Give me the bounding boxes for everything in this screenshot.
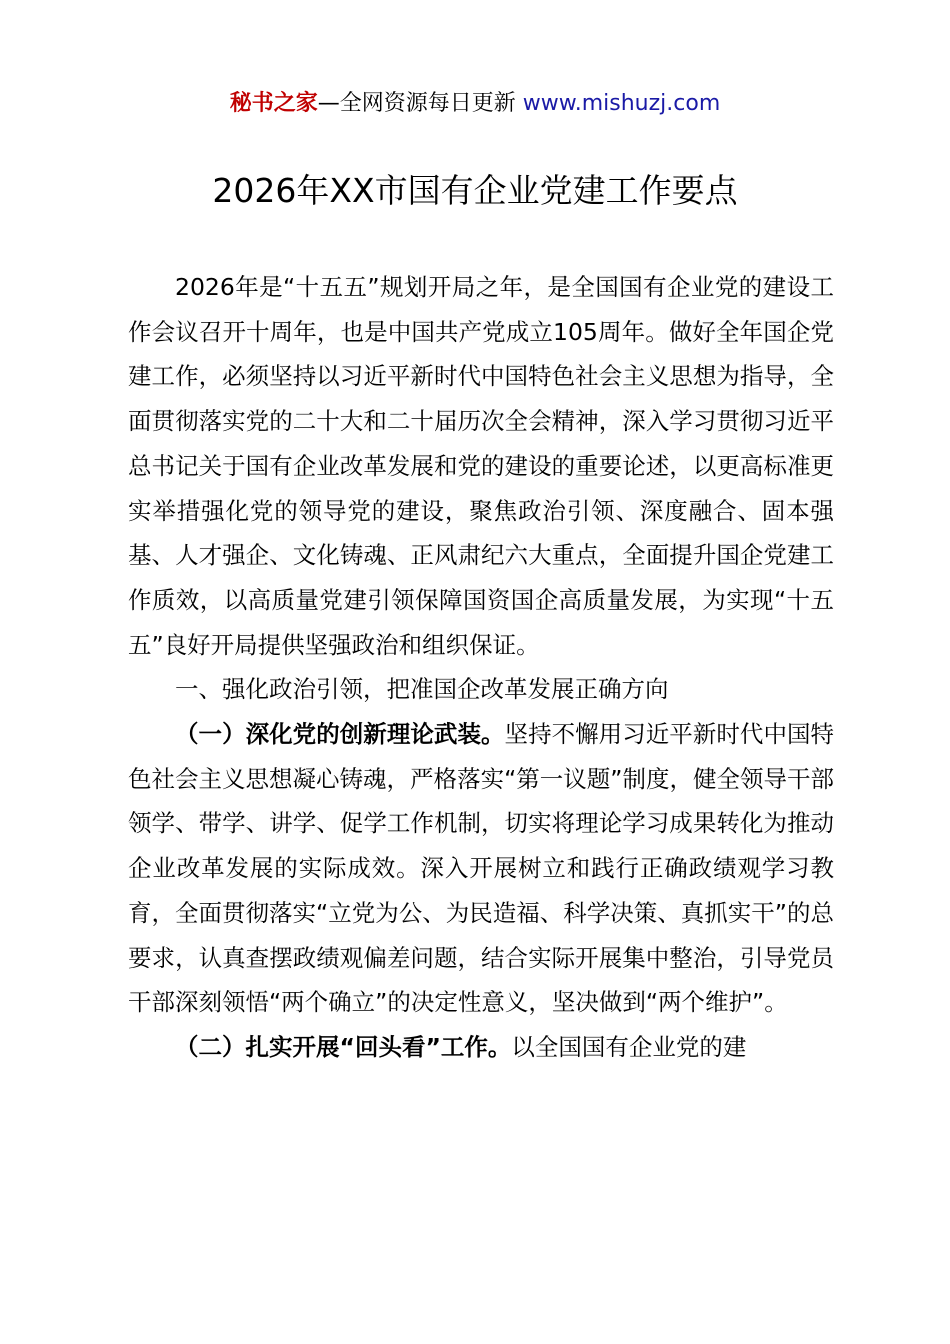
item-paragraph-2 [128,1025,834,1070]
document-title: 2026年XX市国有企业党建工作要点 [212,171,738,210]
item-paragraph-1 [128,712,834,1025]
site-url[interactable]: www.mishuzj.com [522,91,721,116]
section-heading-1: 一、强化政治引领，把准国企改革发展正确方向 [175,675,669,704]
item-heading-1: （一）深化党的创新理论武装。 [175,720,505,749]
intro-paragraph: 2026年是“十五五”规划开局之年，是全国国有企业党的建设工作会议召开十周年，也是中国共产党成立105周年。做好全年国企党建工作，必须坚持以习近平新时代中国特色社会主义思想为指导，全面贯彻落实党的二十大和二十届历次全会精神，深入学习贯彻习近平总书记关于国有企业改革发展和党的建设的重要论述，以更高标准更实举措强化党的领导党的建设，聚焦政治引领、深度融合、固本强基、人才强企、文化铸魂、正风肃纪六大重点，全面提升国企党建工作质效，以高质量党建引领保障国资国企高质量发展，为实现“十五五”良好开局提供坚强政治和组织保证。 [128,273,834,659]
site-header [0,88,950,120]
item-heading-2: （二）扎实开展“回头看”工作。 [175,1032,512,1061]
document-body [128,265,834,1070]
header-slogan: —全网资源每日更新 [317,91,523,116]
item-body-2: 以全国国有企业党的建 [511,1032,747,1061]
item-body-1: 坚持不懈用习近平新时代中国特色社会主义思想凝心铸魂，严格落实“第一议题”制度，健全领导干部领学、带学、讲学、促学工作机制，切实将理论学习成果转化为推动企业改革发展的实际成效。深入开展树立和践行正确政绩观学习教育，全面贯彻落实“立党为公、为民造福、科学决策、真抓实干”的总要求，认真查摆政绩观偏差问题，结合实际开展集中整治，引导党员干部深刻领悟“两个确立”的决定性意义，坚决做到“两个维护”。 [128,720,835,1017]
brand-name: 秘书之家 [229,91,318,116]
